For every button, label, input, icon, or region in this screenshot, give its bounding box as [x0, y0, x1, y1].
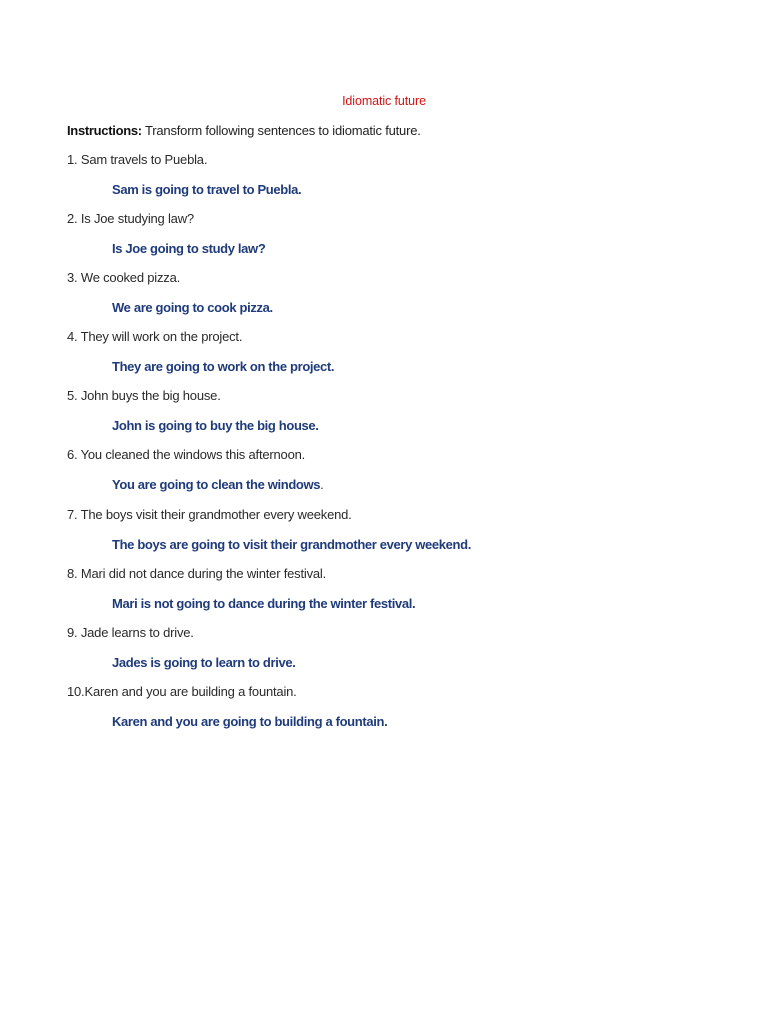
question-9: 9. Jade learns to drive.	[67, 625, 194, 640]
answer-5	[112, 418, 319, 433]
answer-10-text: Karen and you are going to building a fountain.	[112, 714, 388, 729]
question-7: 7. The boys visit their grandmother every weekend.	[67, 507, 352, 522]
question-3: 3. We cooked pizza.	[67, 270, 181, 285]
answer-2	[112, 241, 265, 256]
instructions-line	[67, 123, 421, 138]
question-2: 2. Is Joe studying law?	[67, 211, 194, 226]
answer-8	[112, 596, 415, 611]
answer-9	[112, 655, 296, 670]
question-8: 8. Mari did not dance during the winter festival.	[67, 566, 327, 581]
question-5: 5. John buys the big house.	[67, 388, 221, 403]
answer-10	[112, 714, 387, 729]
answer-7	[112, 537, 471, 552]
answer-9-text: Jades is going to learn to drive.	[112, 655, 296, 670]
question-4: 4. They will work on the project.	[67, 329, 243, 344]
answer-2-text: Is Joe going to study law?	[112, 241, 266, 256]
answer-6	[112, 477, 323, 492]
instructions-text: Transform following sentences to idiomatic future.	[141, 123, 421, 138]
document-title	[0, 94, 768, 108]
answer-1	[112, 182, 301, 197]
answer-4	[112, 359, 334, 374]
answer-4-text: They are going to work on the project.	[112, 359, 335, 374]
instructions-label: Instructions:	[67, 123, 142, 138]
answer-8-text: Mari is not going to dance during the winter festival.	[112, 596, 416, 611]
question-1: 1. Sam travels to Puebla.	[67, 152, 208, 167]
answer-6-tail: .	[320, 477, 324, 492]
answer-7-text: The boys are going to visit their grandmother every weekend.	[112, 537, 471, 552]
answer-3-text: We are going to cook pizza.	[112, 300, 273, 315]
answer-3	[112, 300, 273, 315]
question-6: 6. You cleaned the windows this afternoon.	[67, 447, 306, 462]
answer-5-text: John is going to buy the big house.	[112, 418, 319, 433]
question-10: 10.Karen and you are building a fountain.	[67, 684, 297, 699]
answer-1-text: Sam is going to travel to Puebla.	[112, 182, 302, 197]
title-text: Idiomatic future	[342, 94, 426, 108]
answer-6-text: You are going to clean the windows	[112, 477, 321, 492]
